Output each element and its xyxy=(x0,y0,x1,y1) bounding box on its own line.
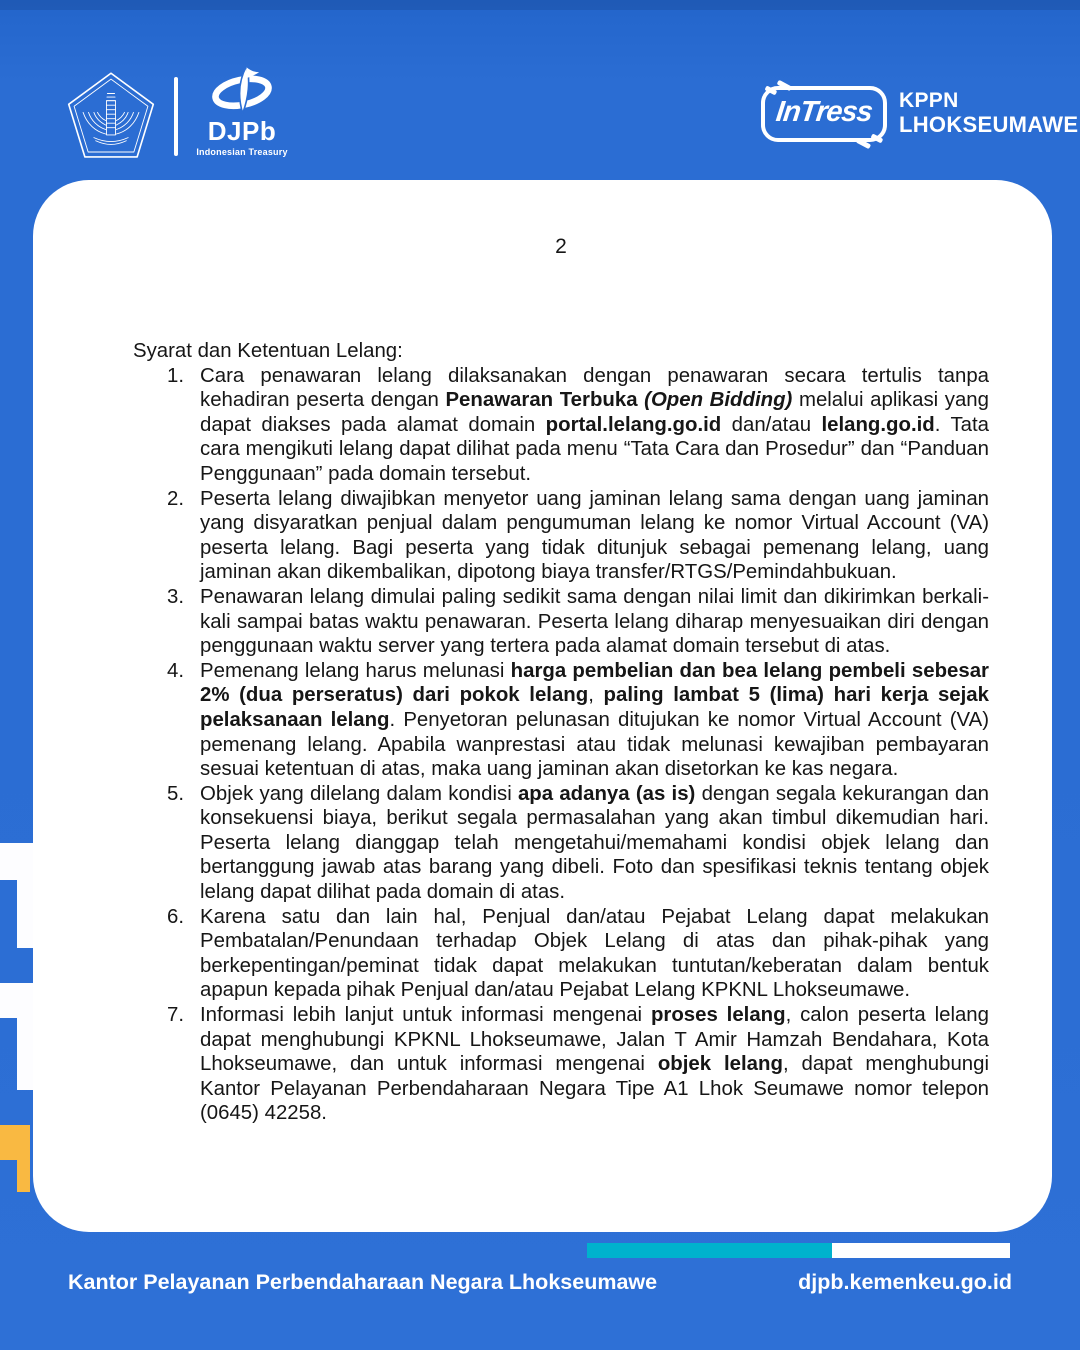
djpb-name: DJPb xyxy=(207,116,277,146)
term-number: 2. xyxy=(167,487,185,510)
term-item xyxy=(167,905,989,1003)
term-text-segment: , dapat menghubungi Kantor Pelayanan Perbendaharaan Negara Tipe A1 Lhok Seumawe nomor telepon (0645) 42258. xyxy=(200,1053,990,1125)
djpb-logo xyxy=(196,66,288,157)
term-number: 6. xyxy=(167,905,185,928)
terms-list xyxy=(133,364,989,1126)
term-text-segment: , xyxy=(588,684,604,707)
footer-website: djpb.kemenkeu.go.id xyxy=(798,1270,1012,1294)
document-heading: Syarat dan Ketentuan Lelang: xyxy=(133,340,403,362)
footer-white-stripe xyxy=(832,1243,1010,1258)
term-item xyxy=(167,585,989,659)
term-item xyxy=(167,782,990,905)
term-text-segment: paling lambat 5 (lima) hari kerja sejak pelaksanaan lelang xyxy=(200,684,989,731)
term-text-segment: portal.lelang.go.id xyxy=(545,413,722,436)
intress-logo xyxy=(761,86,887,142)
term-text-segment: dan/atau xyxy=(721,413,822,436)
document-card xyxy=(33,180,1052,1232)
term-text-segment: Cara penawaran lelang dilaksanakan dengan penawaran secara tertulis tanpa kehadiran peserta dengan xyxy=(200,364,989,412)
term-text-segment: objek lelang xyxy=(657,1053,783,1076)
term-text-segment: Karena satu dan lain hal, Penjual dan/atau Pejabat Lelang dapat melakukan Pembatalan/Penundaan terhadap Objek Lelang di atas dan pihak-pihak yang berkepentingan/peminat tidak dapat melakukan tuntutan/keberatan dalam bentuk apapun kepada pihak Penjual dan/atau Pejabat Lelang KPKNL Lhokseumawe. xyxy=(200,905,989,1002)
term-item xyxy=(167,1003,990,1126)
intress-tick-icon xyxy=(856,137,871,148)
term-text-segment: dengan segala kekurangan dan konsekuensi biaya, berikut segala permasalahan yang akan timbul dikemudian hari. Peserta lelang dianggap telah mengetahui/memahami kondisi objek lelang dan bertanggung jawab atas barang yang dibeli. Foto dan spesifikasi teknis tentang objek lelang dapat dilihat pada domain di atas. xyxy=(200,782,990,904)
term-text-segment: Pemenang lelang harus melunasi xyxy=(200,659,511,682)
term-text-segment: Peserta lelang diwajibkan menyetor uang jaminan lelang sama dengan uang jaminan yang disyaratkan penjual dalam pengumuman lelang ke nomor Virtual Account (VA) peserta lelang. Bagi peserta yang tidak ditunjuk sebagai pemenang lelang, uang jaminan akan dikembalikan, dipotong biaya transfer/RTGS/Pemindahbukuan. xyxy=(200,487,989,584)
term-text-segment: . Tata cara mengikuti lelang dapat dilihat pada menu “Tata Cara dan Prosedur” dan “Panduan Penggunaan” pada domain tersebut. xyxy=(200,413,989,485)
left-edge-white-block xyxy=(0,843,33,880)
term-text-segment: Informasi lebih lanjut untuk informasi mengenai xyxy=(200,1004,651,1027)
office-name-block xyxy=(899,89,1078,137)
kemenkeu-pentagon-logo-icon xyxy=(66,71,156,161)
office-line1: KPPN xyxy=(899,89,959,112)
left-edge-white-block xyxy=(0,983,33,1018)
page-number: 2 xyxy=(555,235,567,258)
intress-tick-icon xyxy=(871,133,884,143)
term-item xyxy=(167,659,989,782)
intress-wordmark: InTress xyxy=(774,96,875,128)
term-text-segment: melalui aplikasi yang dapat diakses pada alamat domain xyxy=(200,389,989,436)
left-edge-yellow-block xyxy=(0,1125,30,1160)
term-text-segment: . Penyetoran pelunasan ditujukan ke nomor Virtual Account (VA) pemenang lelang. Apabila wanprestasi atau tidak melunasi kewajiban pembayaran sesuai ketentuan di atas, maka uang jaminan akan disetorkan ke kas negara. xyxy=(200,708,989,781)
term-number: 4. xyxy=(167,659,185,682)
term-text-segment: lelang.go.id xyxy=(821,413,935,436)
intress-tick-icon xyxy=(765,85,778,95)
footer-office-name: Kantor Pelayanan Perbendaharaan Negara Lhokseumawe xyxy=(68,1270,658,1294)
left-edge-white-block xyxy=(17,1018,33,1090)
term-number: 1. xyxy=(167,364,185,387)
djpb-tagline: Indonesian Treasury xyxy=(196,147,288,158)
term-number: 5. xyxy=(167,782,185,805)
term-text-segment: Penawaran Terbuka xyxy=(445,389,645,412)
term-item xyxy=(167,487,989,585)
term-text-segment: Penawaran lelang dimulai paling sedikit sama dengan nilai limit dan dikirimkan berkali- kali sampai batas waktu penawaran. Peserta lelang diharap menyesuaikan diri dengan penggunaan waktu server yang tertera pada alamat domain tersebut di atas. xyxy=(200,585,989,658)
term-text-segment: apa adanya (as is) xyxy=(517,782,696,805)
term-text-segment: proses lelang xyxy=(650,1004,786,1027)
left-edge-white-block xyxy=(17,880,33,948)
office-line2: LHOKSEUMAWE xyxy=(899,112,1079,138)
top-shade-strip xyxy=(0,0,1080,10)
footer-teal-stripe xyxy=(587,1243,832,1258)
left-edge-yellow-block xyxy=(17,1160,30,1192)
term-text-segment: Objek yang dilelang dalam kondisi xyxy=(200,782,518,805)
header-divider xyxy=(174,77,178,156)
term-text-segment: (Open Bidding) xyxy=(644,389,793,412)
intress-tick-icon xyxy=(777,80,792,91)
djpb-swoosh-icon xyxy=(209,66,275,116)
term-number: 3. xyxy=(167,585,185,608)
term-text-segment: , calon peserta lelang dapat menghubungi KPKNL Lhokseumawe, Jalan T Amir Hamzah Bendahara, Kota Lhokseumawe, dan untuk informasi mengenai xyxy=(200,1004,989,1076)
term-number: 7. xyxy=(167,1004,185,1027)
term-item xyxy=(167,364,989,487)
term-text-segment: harga pembelian dan bea lelang pembeli sebesar 2% (dua perseratus) dari pokok lelang xyxy=(200,659,989,707)
